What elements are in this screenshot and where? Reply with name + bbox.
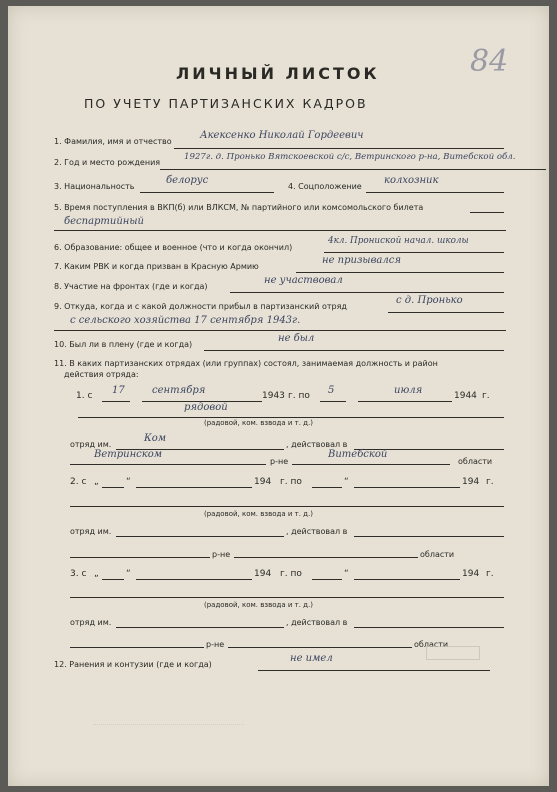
entry-1-line-day-from [102,401,130,402]
entry-3-oblast-label: области [414,640,449,649]
entry-3-g: г. [486,569,494,579]
entry-2-oblast-label: области [420,550,455,559]
entry-2-year-to: 194 [462,477,480,487]
entry-1-line-day-to [320,401,346,402]
entry-1-year-from: 1943 [262,391,285,401]
entry-3-line-month-from [136,579,252,580]
field-7-line [296,272,504,273]
field-4-line [366,192,504,193]
field-1-line [174,148,504,149]
field-9-value-2: с сельского хозяйства 17 сентября 1943г. [70,315,301,326]
entry-1-otryad: Ком [144,433,167,444]
field-5-line-b [54,230,506,231]
entry-1-position: рядовой [184,402,228,413]
entry-2-line-acted [354,536,504,537]
field-12-line [258,670,490,671]
form-subtitle: ПО УЧЕТУ ПАРТИЗАНСКИХ КАДРОВ [84,96,368,111]
entry-3-quote-1: „ [94,569,99,579]
field-1-label: 1. Фамилия, имя и отчество [54,137,172,146]
entry-2-quote-2: “ [126,477,131,487]
entry-1-oblast: Витебской [328,449,388,460]
entry-3-line-day-from [102,579,124,580]
field-8-label: 8. Участие на фронтах (где и когда) [54,282,208,291]
entry-2-line-position [70,506,504,507]
entry-3-otryad-label: отряд им. [70,618,112,627]
entry-2-po: г. по [280,477,302,487]
field-11-label-1: 11. В каких партизанских отрядах (или группах) состоял, занимаемая должность и район [54,359,438,368]
entry-1-po: г. по [288,391,310,401]
entry-1-rayon: Ветринском [94,449,163,460]
field-2-label: 2. Год и место рождения [54,158,161,167]
field-5-value: беспартийный [64,216,144,227]
field-5-label: 5. Время поступления в ВКП(б) или ВЛКСМ, № партийного или комсомольского билета [54,203,424,212]
entry-2-number: 2. с [70,477,87,487]
field-4-label: 4. Соцположение [288,182,362,191]
entry-3-year-from: 194 [254,569,272,579]
entry-2-quote-1: „ [94,477,99,487]
entry-2-g: г. [486,477,494,487]
field-3-value: белорус [166,175,209,186]
entry-3-rne: р-не [206,640,225,649]
entry-2-line-oblast [234,557,418,558]
field-9-label: 9. Откуда, когда и с какой должности прибыл в партизанский отряд [54,302,347,311]
entry-1-line-rayon [70,464,266,465]
entry-3-line-acted [354,627,504,628]
entry-3-quote-2: “ [126,569,131,579]
field-10-value: не был [278,333,315,344]
entry-1-day-from: 17 [112,385,125,396]
form-title: ЛИЧНЫЙ ЛИСТОК [176,64,380,83]
entry-1-line-oblast [292,464,450,465]
field-7-label: 7. Каким РВК и когда призван в Красную Армию [54,262,259,271]
field-12-label: 12. Ранения и контузии (где и когда) [54,660,212,669]
field-11-label-2: действия отряда: [64,370,139,379]
field-6-label: 6. Образование: общее и военное (что и когда окончил) [54,243,293,252]
entry-2-acted-label: , действовал в [286,527,348,536]
entry-3-position-caption: (радовой, ком. взвода и т. д.) [204,601,313,609]
field-10-label: 10. Был ли в плену (где и когда) [54,340,193,349]
archive-stamp-mark [426,646,480,660]
entry-2-quote-3: “ [344,477,349,487]
field-7-value: не призывался [322,255,401,266]
entry-3-po: г. по [280,569,302,579]
entry-2-line-month-from [136,487,252,488]
entry-3-line-day-to [312,579,342,580]
entry-1-oblast-label: области [458,457,493,466]
field-10-line [204,350,504,351]
field-2-value: 1927г. д. Пронько Вятскоевской с/с, Ветринского р-на, Витебской обл. [184,152,516,162]
entry-1-g: г. [482,391,490,401]
entry-1-day-to: 5 [328,385,335,396]
form-sheet [8,6,549,786]
entry-1-month-from: сентября [152,385,206,396]
entry-2-otryad-label: отряд им. [70,527,112,536]
entry-2-year-from: 194 [254,477,272,487]
page-number: 84 [470,44,509,79]
entry-2-line-day-to [312,487,342,488]
entry-3-line-month-to [354,579,460,580]
entry-2-line-rayon [70,557,210,558]
entry-2-position-caption: (радовой, ком. взвода и т. д.) [204,510,313,518]
entry-3-number: 3. с [70,569,87,579]
field-4-value: колхозник [384,175,439,186]
field-8-value: не участвовал [264,275,343,286]
entry-1-line-position [78,417,504,418]
entry-2-rne: р-не [212,550,231,559]
field-6-line [324,252,504,253]
entry-1-number: 1. с [76,391,93,401]
entry-1-otryad-label: отряд им. [70,440,112,449]
entry-2-line-day-from [102,487,124,488]
entry-3-line-otryad [116,627,284,628]
entry-1-month-to: июля [394,385,423,396]
field-9-value-1: с д. Пронько [396,295,463,306]
entry-1-acted-label: , действовал в [286,440,348,449]
entry-2-line-otryad [116,536,284,537]
entry-3-line-rayon [70,647,204,648]
entry-3-acted-label: , действовал в [286,618,348,627]
entry-1-year-to: 1944 [454,391,477,401]
field-3-label: 3. Национальность [54,182,135,191]
field-12-value: не имел [290,653,333,664]
field-8-line [230,292,504,293]
field-9-line-a [388,312,504,313]
field-5-line-a [470,212,504,213]
entry-3-line-position [70,597,504,598]
field-3-line [140,192,274,193]
field-6-value: 4кл. Прониской начал. школы [328,236,469,246]
field-2-line [160,169,546,170]
entry-3-year-to: 194 [462,569,480,579]
field-9-line-b [54,330,506,331]
entry-1-position-caption: (радовой, ком. взвода и т. д.) [204,419,313,427]
faint-bleed-through-mark [94,714,244,725]
entry-1-rne: р-не [270,457,289,466]
entry-3-quote-3: “ [344,569,349,579]
field-1-value: Акексенко Николай Гордеевич [200,130,364,141]
entry-1-line-month-to [358,401,452,402]
entry-3-line-oblast [228,647,412,648]
entry-2-line-month-to [354,487,460,488]
